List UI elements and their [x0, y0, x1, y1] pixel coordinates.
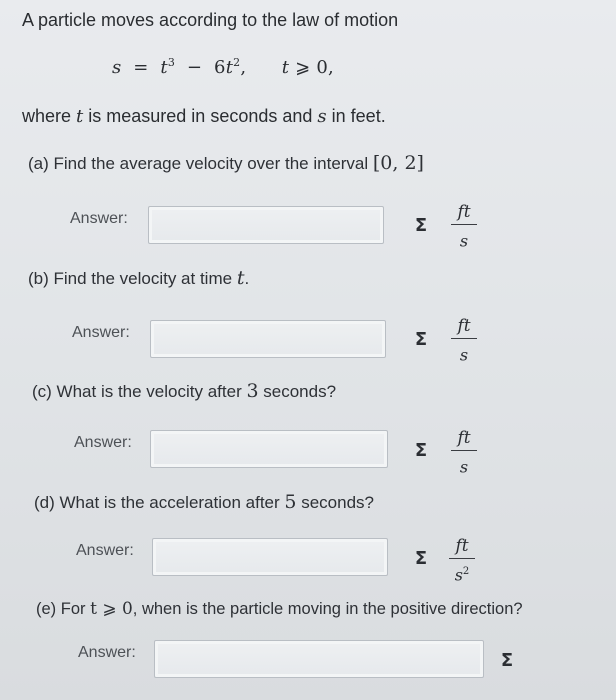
- answer-input-d[interactable]: [152, 538, 388, 576]
- question-e-suffix: , when is the particle moving in the positive direction?: [132, 600, 523, 618]
- eq-cond-val: 0,: [316, 57, 334, 78]
- eq-cond-rel: ⩾: [295, 57, 311, 78]
- where-s: s: [317, 106, 327, 127]
- unit-d-bar: [449, 558, 475, 559]
- eq-s: s: [112, 57, 122, 78]
- question-d: [34, 491, 374, 513]
- question-e: [36, 599, 523, 619]
- question-b-math: t: [236, 267, 245, 289]
- eq-equals: =: [133, 57, 149, 78]
- question-e-text: (e) For: [36, 600, 91, 618]
- eq-t1-exp: 3: [167, 56, 176, 69]
- unit-c-den: s: [459, 457, 469, 477]
- question-c-text: (c) What is the velocity after: [32, 382, 247, 401]
- question-a: [28, 152, 424, 174]
- question-c: [32, 380, 336, 402]
- unit-c-bar: [451, 450, 477, 451]
- unit-d: [446, 536, 478, 584]
- question-c-math: 3: [246, 380, 259, 402]
- question-d-math: 5: [284, 491, 297, 513]
- question-b-suffix: .: [244, 269, 250, 288]
- answer-input-c[interactable]: [150, 430, 388, 468]
- answer-input-e[interactable]: [154, 640, 484, 678]
- eq-sep: ,: [240, 57, 247, 78]
- unit-a-num: ft: [457, 202, 471, 222]
- unit-a-bar: [451, 224, 477, 225]
- question-a-text: (a) Find the average velocity over the interval: [28, 154, 373, 173]
- sigma-button-b[interactable]: Σ: [414, 329, 428, 350]
- sigma-button-a[interactable]: Σ: [414, 215, 428, 236]
- sigma-button-d[interactable]: Σ: [414, 548, 428, 569]
- eq-coef: 6: [214, 57, 226, 78]
- unit-c-num: ft: [457, 428, 471, 448]
- question-a-math: [0, 2]: [372, 152, 424, 174]
- question-c-suffix: seconds?: [258, 382, 337, 401]
- question-b-text: (b) Find the velocity at time: [28, 269, 237, 288]
- unit-a: [448, 202, 480, 250]
- answer-label-e: Answer:: [78, 644, 136, 661]
- unit-b-den: s: [459, 345, 469, 365]
- units-statement: [22, 106, 386, 127]
- unit-d-num: ft: [455, 536, 469, 556]
- sigma-button-e[interactable]: Σ: [500, 650, 514, 671]
- answer-input-a[interactable]: [148, 206, 384, 244]
- answer-label-a: Answer:: [70, 210, 128, 227]
- motion-equation: [112, 56, 334, 78]
- problem-intro: A particle moves according to the law of motion: [22, 10, 399, 30]
- question-b: [28, 267, 249, 289]
- where-text-2: is measured in seconds and: [83, 106, 318, 126]
- question-e-math: t ⩾ 0: [90, 599, 133, 619]
- eq-minus: −: [186, 57, 203, 78]
- question-d-text: (d) What is the acceleration after: [34, 493, 285, 512]
- unit-d-den-exp: 2: [462, 566, 470, 577]
- where-t: t: [76, 106, 84, 127]
- where-text-3: in feet.: [326, 106, 386, 126]
- unit-c: [448, 428, 480, 476]
- answer-input-b[interactable]: [150, 320, 386, 358]
- where-text-1: where: [22, 106, 77, 126]
- question-d-suffix: seconds?: [296, 493, 374, 512]
- unit-b-bar: [451, 338, 477, 339]
- sigma-button-c[interactable]: Σ: [414, 440, 428, 461]
- unit-a-den: s: [459, 231, 469, 251]
- unit-b: [448, 316, 480, 364]
- eq-t1: t: [160, 57, 168, 78]
- eq-cond-t: t: [281, 57, 290, 78]
- eq-t2: t: [225, 57, 234, 78]
- answer-label-c: Answer:: [74, 434, 132, 451]
- unit-b-num: ft: [457, 316, 471, 336]
- answer-label-b: Answer:: [72, 324, 130, 341]
- eq-t2-exp: 2: [233, 56, 241, 69]
- answer-label-d: Answer:: [76, 542, 134, 559]
- unit-d-den: s: [454, 565, 463, 585]
